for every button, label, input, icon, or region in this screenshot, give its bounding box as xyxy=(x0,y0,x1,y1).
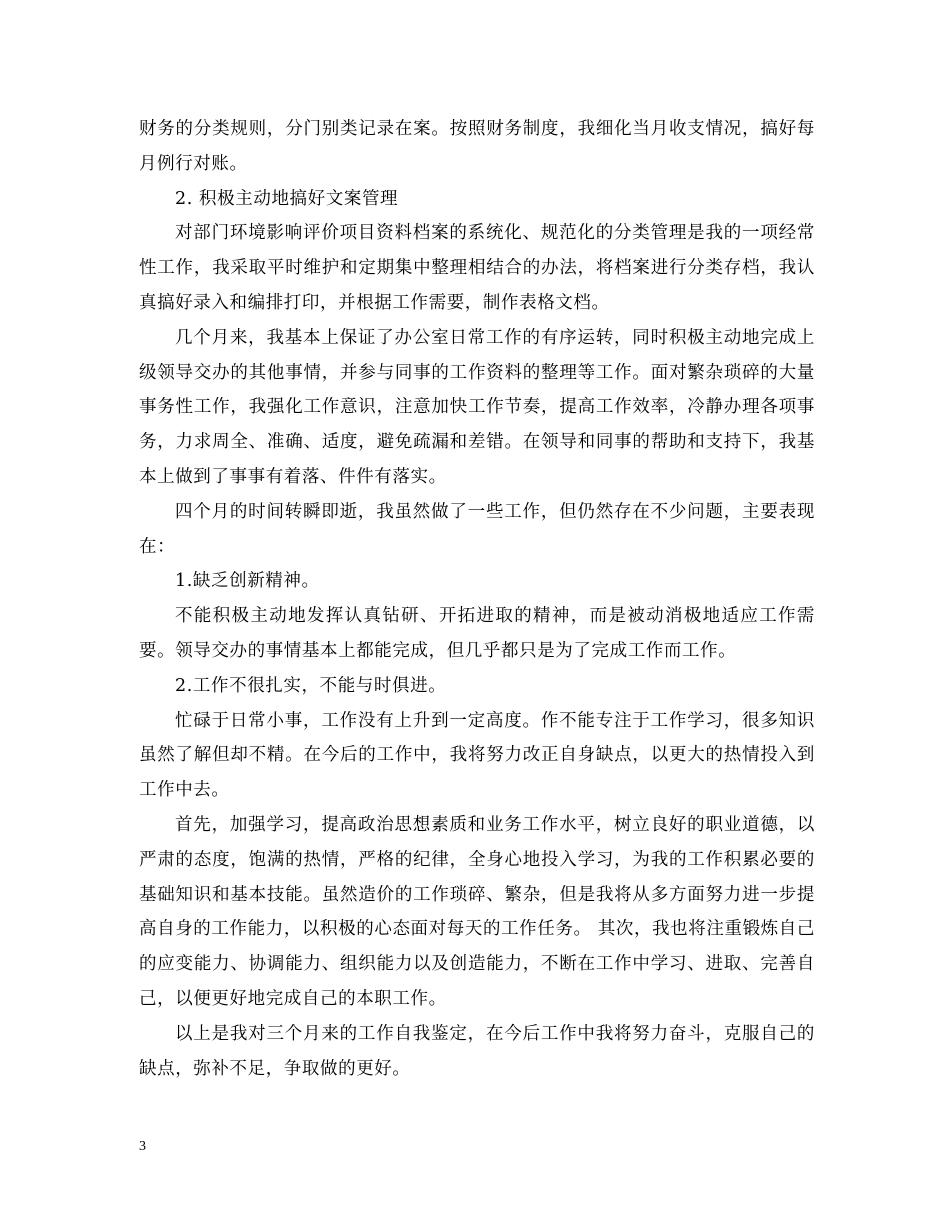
paragraph-lack-innovation-detail: 不能积极主动地发挥认真钻研、开拓进取的精神，而是被动消极地适应工作需要。领导交办的事情基本上都能完成，但几乎都只是为了完成工作而工作。 xyxy=(139,606,815,661)
list-item-lack-innovation: 1.缺乏创新精神。 xyxy=(175,571,320,592)
paragraph-finance-rules: 财务的分类规则，分门别类记录在案。按照财务制度，我细化当月收支情况，搞好每月例行对账。 xyxy=(139,119,815,174)
document-body xyxy=(139,112,815,1086)
paragraph-not-solid-detail: 忙碌于日常小事，工作没有上升到一定高度。作不能专注于工作学习，很多知识虽然了解但却不精。在今后的工作中，我将努力改正自身缺点，以更大的热情投入到工作中去。 xyxy=(139,710,815,801)
page-number: 3 xyxy=(139,1139,146,1154)
paragraph-archive-management: 对部门环境影响评价项目资料档案的系统化、规范化的分类管理是我的一项经常性工作，我采取平时维护和定期集中整理相结合的办法，将档案进行分类存档，我认真搞好录入和编排打印，并根据工作需要，制作表格文档。 xyxy=(139,223,815,313)
list-item-not-solid: 2.工作不很扎实，不能与时俱进。 xyxy=(175,675,447,696)
paragraph-improvement-plan: 首先，加强学习，提高政治思想素质和业务工作水平，树立良好的职业道德，以严肃的态度，饱满的热情，严格的纪律，全身心地投入学习，为我的工作积累必要的基础知识和基本技能。虽然造价的工作琐碎、繁杂，但是我将从多方面努力进一步提高自身的工作能力，以积极的心态面对每天的工作任务。 其次，我也将注重锻炼自己的应变能力、协调能力、组织能力以及创造能力，不断在工作中学习、进取、完善自己，以便更好地完成自己的本职工作。 xyxy=(139,814,815,1009)
paragraph-problems-intro: 四个月的时间转瞬即逝，我虽然做了一些工作，但仍然存在不少问题，主要表现在： xyxy=(139,501,815,557)
paragraph-conclusion: 以上是我对三个月来的工作自我鉴定，在今后工作中我将努力奋斗，克服自己的缺点，弥补不足，争取做的更好。 xyxy=(139,1023,815,1079)
section-heading-document-management: 2. 积极主动地搞好文案管理 xyxy=(175,188,399,209)
paragraph-daily-work: 几个月来，我基本上保证了办公室日常工作的有序运转，同时积极主动地完成上级领导交办的其他事情，并参与同事的工作资料的整理等工作。面对繁杂琐碎的大量事务性工作，我强化工作意识，注意加快工作节奏，提高工作效率，冷静办理各项事务，力求周全、准确、适度，避免疏漏和差错。在领导和同事的帮助和支持下，我基本上做到了事事有着落、件件有落实。 xyxy=(139,327,815,487)
